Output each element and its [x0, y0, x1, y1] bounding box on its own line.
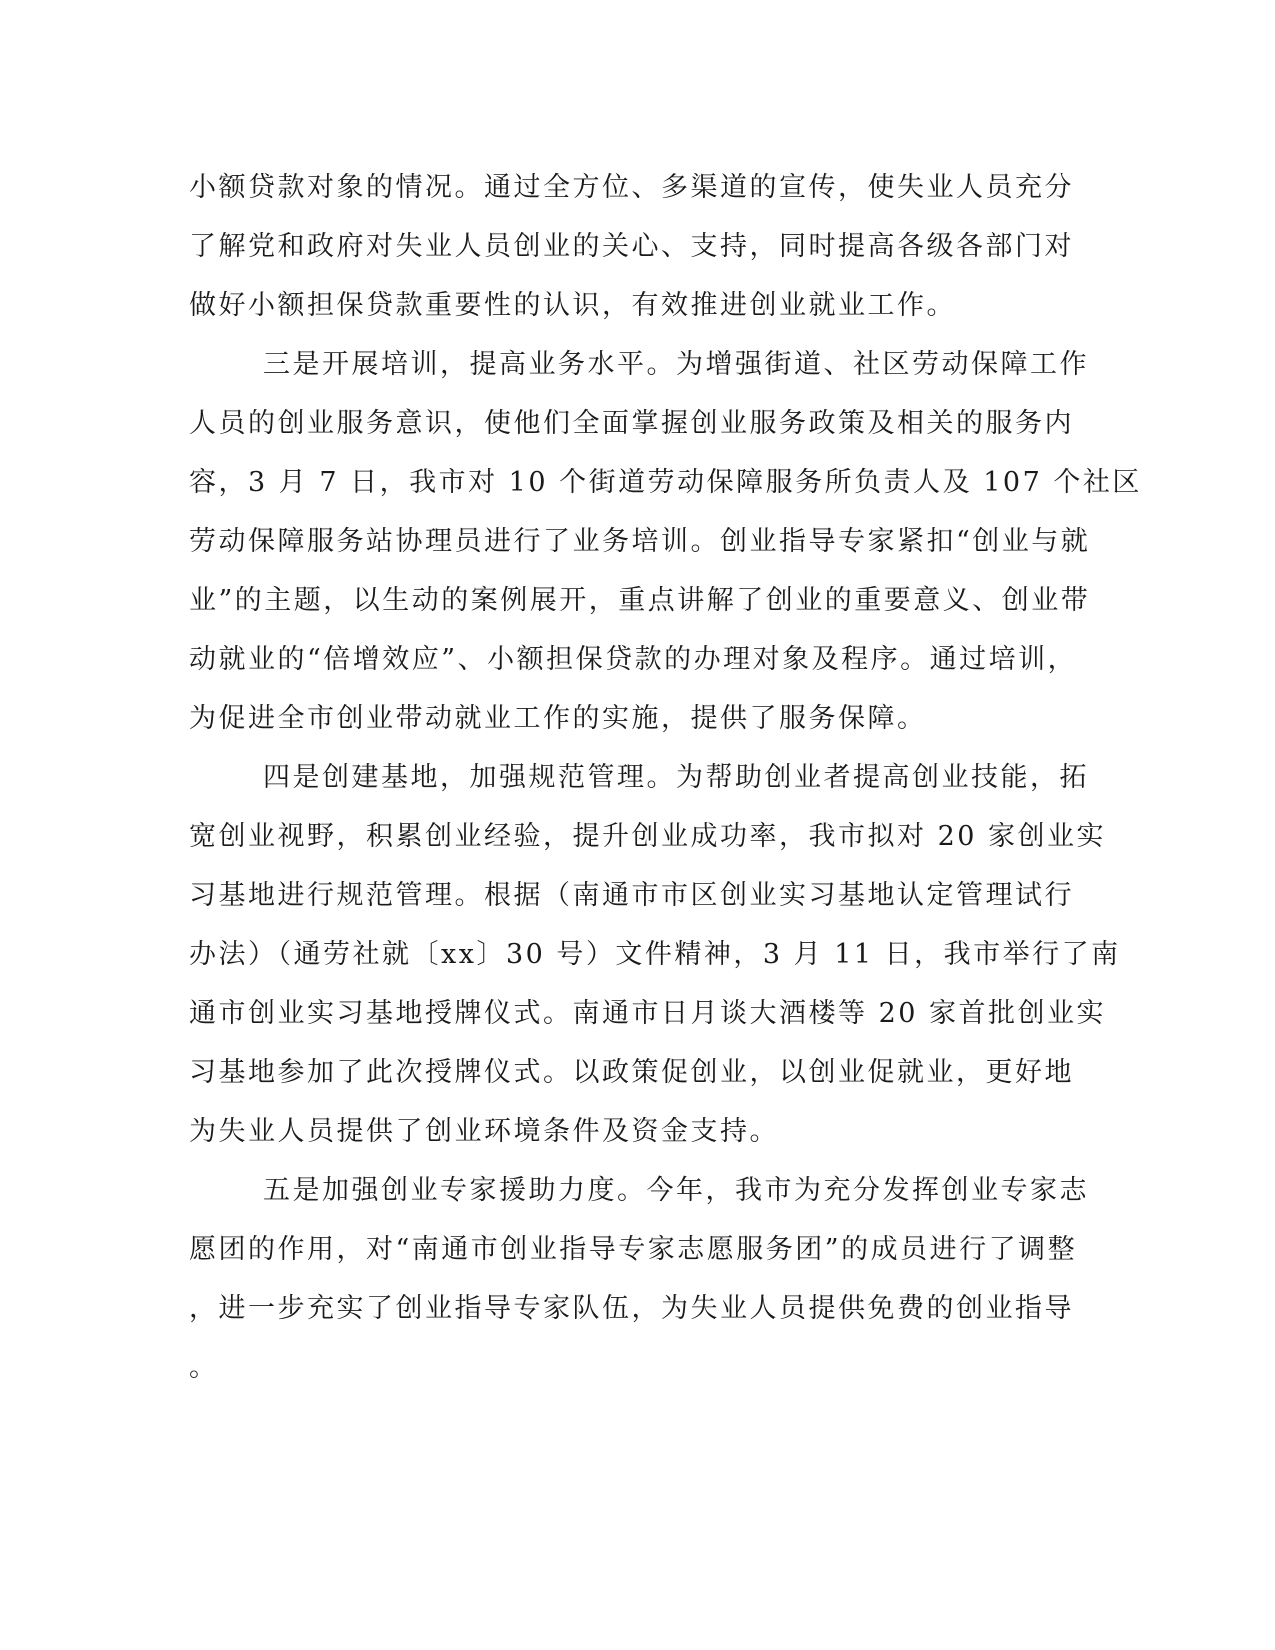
- text-line: 办法）（通劳社就〔xx〕30 号）文件精神，3 月 11 日，我市举行了南: [189, 939, 1121, 970]
- text-line: 做好小额担保贷款重要性的认识，有效推进创业就业工作。: [189, 290, 956, 321]
- text-line: 人员的创业服务意识，使他们全面掌握创业服务政策及相关的服务内: [189, 408, 1074, 439]
- paragraph-start-line: 五是加强创业专家援助力度。今年，我市为充分发挥创业专家志: [263, 1175, 1089, 1206]
- text-line: 宽创业视野，积累创业经验，提升创业成功率，我市拟对 20 家创业实: [189, 821, 1107, 852]
- text-line: 习基地进行规范管理。根据（南通市市区创业实习基地认定管理试行: [189, 880, 1074, 911]
- text-line: 。: [189, 1352, 219, 1383]
- text-line: 小额贷款对象的情况。通过全方位、多渠道的宣传，使失业人员充分: [189, 172, 1074, 203]
- paragraph-start-line: 四是创建基地，加强规范管理。为帮助创业者提高创业技能，拓: [263, 762, 1089, 793]
- text-line: 为失业人员提供了创业环境条件及资金支持。: [189, 1116, 779, 1147]
- text-line: 业”的主题，以生动的案例展开，重点讲解了创业的重要意义、创业带: [189, 585, 1091, 616]
- text-line: 习基地参加了此次授牌仪式。以政策促创业，以创业促就业，更好地: [189, 1057, 1074, 1088]
- document-body: [189, 158, 1142, 1397]
- text-line: ，进一步充实了创业指导专家队伍，为失业人员提供免费的创业指导: [189, 1293, 1074, 1324]
- text-line: 容，3 月 7 日，我市对 10 个街道劳动保障服务所负责人及 107 个社区: [189, 467, 1142, 498]
- text-line: 劳动保障服务站协理员进行了业务培训。创业指导专家紧扣“创业与就: [189, 526, 1091, 557]
- text-line: 动就业的“倍增效应”、小额担保贷款的办理对象及程序。通过培训，: [189, 644, 1078, 675]
- text-line: 通市创业实习基地授牌仪式。南通市日月谈大酒楼等 20 家首批创业实: [189, 998, 1107, 1029]
- paragraph-start-line: 三是开展培训，提高业务水平。为增强街道、社区劳动保障工作: [263, 349, 1089, 380]
- text-line: 愿团的作用，对“南通市创业指导专家志愿服务团”的成员进行了调整: [189, 1234, 1078, 1265]
- text-line: 了解党和政府对失业人员创业的关心、支持，同时提高各级各部门对: [189, 231, 1074, 262]
- text-line: 为促进全市创业带动就业工作的实施，提供了服务保障。: [189, 703, 927, 734]
